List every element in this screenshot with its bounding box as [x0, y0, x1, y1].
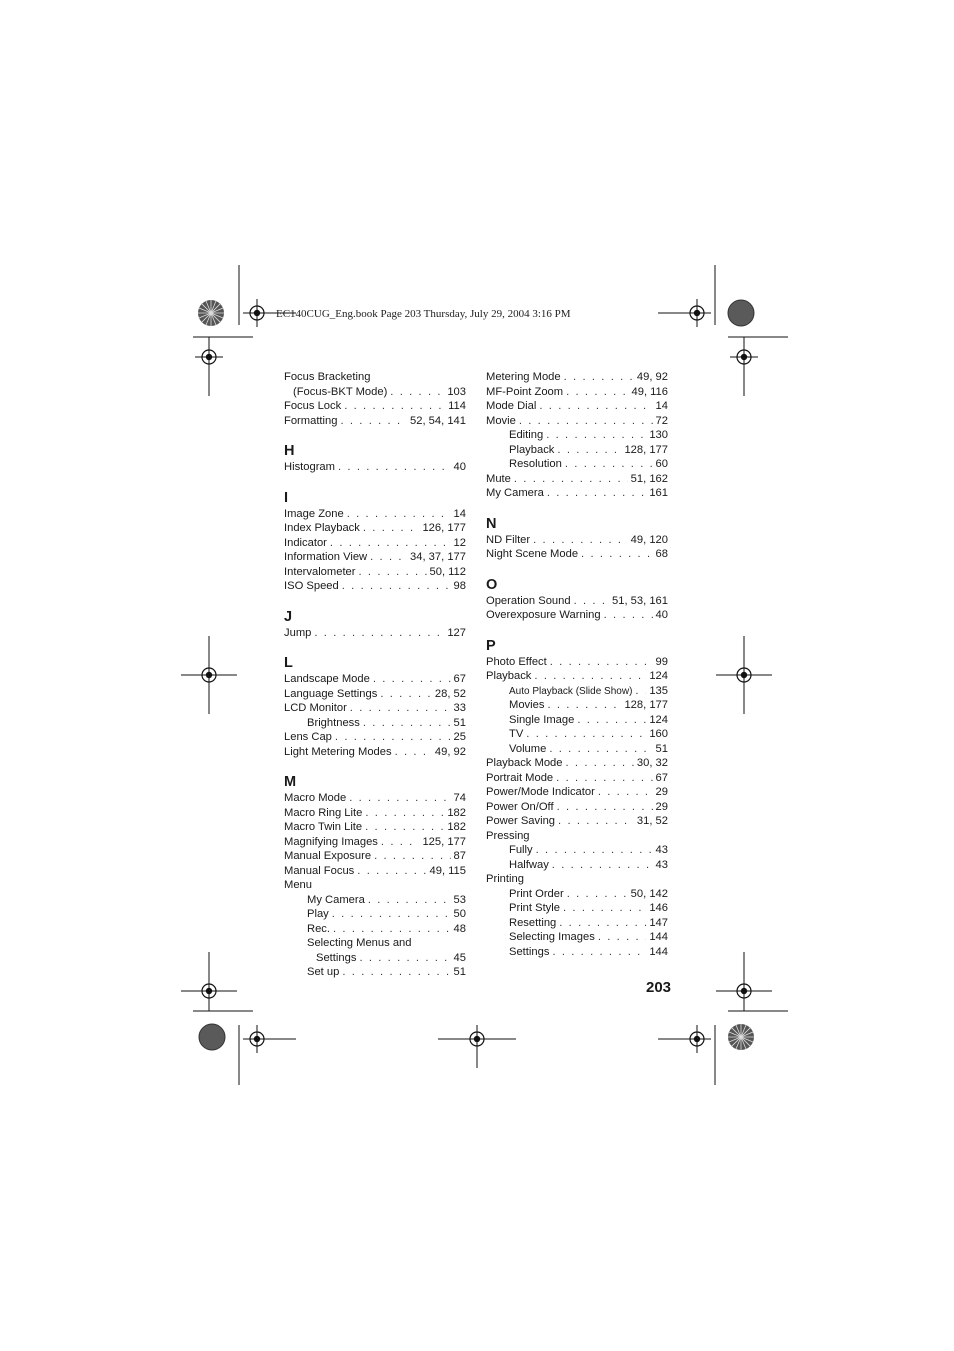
index-term: Playback	[486, 670, 532, 682]
index-page-refs: 49, 120	[630, 533, 668, 546]
dot-leader	[526, 727, 646, 742]
index-term: Manual Focus	[284, 864, 355, 877]
dot-leader	[564, 370, 634, 385]
dot-leader	[335, 730, 451, 745]
index-page-refs: 12	[453, 536, 466, 549]
dot-leader	[340, 414, 407, 429]
dot-leader	[566, 385, 628, 400]
index-page-refs: 51, 53, 161	[612, 594, 668, 607]
index-term: Histogram	[284, 461, 335, 473]
dot-leader	[557, 443, 621, 458]
index-term: Language Settings	[284, 687, 378, 700]
dot-leader	[314, 626, 444, 641]
index-page-refs: 51	[453, 966, 466, 978]
index-term: Playback Mode	[486, 757, 563, 769]
dot-leader	[395, 745, 432, 760]
index-entry	[486, 771, 668, 786]
dot-leader	[357, 864, 426, 879]
index-entry	[486, 655, 668, 670]
index-entry	[486, 814, 668, 829]
index-page-refs: 68	[655, 548, 668, 560]
index-entry	[284, 399, 466, 414]
dot-leader	[349, 791, 450, 806]
index-page-refs: 98	[453, 580, 466, 592]
index-entry	[486, 727, 668, 742]
index-page-refs: 29	[655, 800, 668, 813]
index-term: Movies	[509, 699, 545, 711]
index-term: Single Image	[509, 713, 575, 726]
index-entry	[486, 930, 668, 945]
index-term: Print Style	[509, 902, 560, 914]
index-term: Fully	[509, 844, 533, 856]
page-number: 203	[646, 979, 672, 996]
index-page-refs: 60	[655, 458, 668, 470]
dot-leader	[333, 922, 451, 937]
index-term: Brightness	[307, 716, 360, 729]
dot-leader	[563, 901, 646, 916]
index-entry	[486, 713, 668, 728]
index-entry	[486, 385, 668, 400]
index-page-refs: 87	[453, 850, 466, 862]
index-page-refs: 49, 92	[636, 371, 668, 383]
dot-leader	[550, 655, 653, 670]
index-page-refs: 144	[649, 945, 668, 958]
index-entry	[284, 701, 466, 716]
index-page-refs: 161	[649, 487, 668, 499]
dot-leader	[381, 835, 420, 850]
index-page-refs: 135	[649, 684, 668, 697]
index-page-refs: 103	[447, 385, 466, 398]
index-entry	[284, 687, 466, 702]
dot-leader	[519, 414, 653, 429]
dot-leader	[557, 800, 653, 815]
index-entry	[284, 385, 466, 400]
index-entry	[486, 428, 668, 443]
index-term: Formatting	[284, 414, 338, 427]
index-term: Volume	[509, 742, 547, 755]
index-page-refs: 43	[655, 858, 668, 871]
index-page-refs: 25	[453, 731, 466, 743]
index-entry	[486, 800, 668, 815]
index-term: Photo Effect	[486, 655, 547, 668]
index-entry	[284, 849, 466, 864]
dot-leader	[338, 460, 451, 475]
dot-leader	[598, 930, 647, 945]
index-entry	[486, 399, 668, 414]
index-entry	[486, 486, 668, 501]
index-term: Portrait Mode	[486, 771, 554, 784]
dot-leader	[598, 785, 653, 800]
dot-leader	[347, 507, 451, 522]
index-page-refs: 182	[447, 821, 466, 833]
index-page-refs: 99	[655, 655, 668, 668]
index-entry	[486, 756, 668, 771]
index-term: Settings	[316, 951, 357, 964]
index-entry	[486, 858, 668, 873]
dot-leader	[374, 849, 450, 864]
index-page-refs: 50, 142	[630, 887, 668, 900]
index-term: Play	[307, 908, 329, 920]
dot-leader	[363, 521, 420, 536]
index-term: Overexposure Warning	[486, 609, 601, 621]
index-page-refs: 29	[655, 786, 668, 798]
index-entry	[284, 460, 466, 475]
index-term: Mute	[486, 472, 511, 485]
index-entry	[486, 669, 668, 684]
index-term: Macro Ring Lite	[284, 806, 363, 819]
index-entry	[284, 672, 466, 687]
dot-leader	[556, 771, 652, 786]
index-entry	[486, 684, 668, 699]
dot-leader	[534, 669, 646, 684]
index-page-refs: 33	[453, 702, 466, 714]
index-term: Focus Bracketing	[284, 371, 371, 383]
index-page-refs: 48	[453, 922, 466, 935]
index-entry	[284, 730, 466, 745]
index-term: Power/Mode Indicator	[486, 786, 595, 798]
dot-leader	[350, 701, 451, 716]
index-page-refs: 128, 177	[624, 443, 668, 456]
index-page-refs: 49, 92	[434, 745, 466, 758]
index-term: Indicator	[284, 536, 327, 549]
index-entry	[486, 457, 668, 472]
index-page-refs: 53	[453, 893, 466, 906]
index-entry	[284, 936, 466, 951]
dot-leader	[559, 916, 646, 931]
index-term: Intervalometer	[284, 565, 356, 578]
index-section-letter: I	[284, 489, 289, 506]
index-term: Settings	[509, 945, 550, 958]
index-entry	[486, 594, 668, 609]
index-entry	[486, 608, 668, 623]
index-entry	[284, 893, 466, 908]
dot-leader	[635, 684, 646, 699]
index-page-refs: 34, 37, 177	[410, 551, 466, 563]
index-entry	[486, 698, 668, 713]
dot-leader	[604, 608, 653, 623]
index-page-refs: 128, 177	[624, 699, 668, 711]
index-page-refs: 30, 32	[636, 757, 668, 769]
index-entry	[284, 521, 466, 536]
index-page-refs: 14	[655, 400, 668, 412]
index-page-refs: 127	[447, 626, 466, 639]
index-entry	[284, 820, 466, 835]
index-page-refs: 50	[453, 908, 466, 920]
index-entry	[284, 370, 466, 385]
dot-leader	[567, 887, 628, 902]
index-page-refs: 31, 52	[636, 815, 668, 827]
index-term: MF-Point Zoom	[486, 385, 564, 398]
dot-leader	[547, 698, 621, 713]
index-term: ND Filter	[486, 533, 531, 546]
index-term: Printing	[486, 873, 524, 885]
dot-leader	[581, 547, 653, 562]
dot-leader	[574, 594, 609, 609]
dot-leader	[536, 843, 653, 858]
index-page-refs: 52, 54, 141	[410, 414, 466, 427]
index-entry	[486, 945, 668, 960]
index-page-refs: 49, 116	[631, 385, 668, 398]
index-term: Macro Mode	[284, 792, 347, 804]
index-term: Rec.	[307, 922, 331, 935]
dot-leader	[380, 687, 432, 702]
index-term: Information View	[284, 551, 368, 563]
index-term: My Camera	[307, 893, 365, 906]
dot-leader	[549, 742, 652, 757]
index-entry	[486, 872, 668, 887]
index-term: Power Saving	[486, 815, 556, 827]
index-term: Lens Cap	[284, 731, 332, 743]
index-term: Power On/Off	[486, 800, 554, 813]
index-entry	[284, 878, 466, 893]
index-entry	[486, 742, 668, 757]
index-entry	[284, 791, 466, 806]
index-entry	[486, 785, 668, 800]
index-entry	[486, 916, 668, 931]
index-term: Resetting	[509, 916, 557, 929]
dot-leader	[558, 814, 634, 829]
dot-leader	[533, 533, 628, 548]
index-entry	[486, 472, 668, 487]
index-section-letter: O	[486, 576, 498, 593]
index-page-refs: 51	[655, 742, 668, 755]
index-entry	[486, 547, 668, 562]
index-term: Macro Twin Lite	[284, 821, 363, 833]
index-entry	[284, 922, 466, 937]
dot-leader	[330, 536, 451, 551]
dot-leader	[547, 486, 647, 501]
dot-leader	[390, 385, 444, 400]
index-entry	[284, 864, 466, 879]
index-section-letter: P	[486, 637, 496, 654]
index-term: Manual Exposure	[284, 850, 372, 862]
index-term: Image Zone	[284, 507, 344, 520]
dot-leader	[565, 457, 653, 472]
index-term: Focus Lock	[284, 400, 342, 412]
index-entry	[284, 806, 466, 821]
index-entry	[284, 835, 466, 850]
index-term: Magnifying Images	[284, 835, 378, 848]
index-page-refs: 130	[649, 429, 668, 441]
dot-leader	[332, 907, 451, 922]
index-page-refs: 45	[453, 951, 466, 964]
dot-leader	[359, 951, 450, 966]
index-term: Landscape Mode	[284, 673, 370, 685]
index-entry	[284, 507, 466, 522]
index-term: ISO Speed	[284, 580, 339, 592]
index-term: Night Scene Mode	[486, 548, 579, 560]
index-entry	[486, 887, 668, 902]
index-page-refs: 126, 177	[422, 522, 466, 534]
index-page-refs: 40	[655, 609, 668, 621]
index-section-letter: N	[486, 515, 497, 532]
index-page-refs: 182	[447, 806, 466, 819]
index-page-refs: 160	[649, 728, 668, 740]
book-header: EC140CUG_Eng.book Page 203 Thursday, July 29, 2004 3:16 PM	[276, 308, 571, 320]
index-page-refs: 72	[655, 414, 668, 427]
index-entry	[284, 550, 466, 565]
index-entry	[486, 443, 668, 458]
index-term: Movie	[486, 414, 516, 427]
dot-leader	[344, 399, 445, 414]
index-page-refs: 67	[655, 771, 668, 784]
index-entry	[284, 626, 466, 641]
index-term: Jump	[284, 626, 312, 639]
index-term: Metering Mode	[486, 371, 561, 383]
index-page-refs: 146	[649, 902, 668, 914]
index-entry	[486, 533, 668, 548]
index-entry	[284, 536, 466, 551]
index-term: LCD Monitor	[284, 702, 347, 714]
index-entry	[486, 843, 668, 858]
dot-leader	[359, 565, 427, 580]
index-term: Mode Dial	[486, 400, 537, 412]
index-term: Set up	[307, 966, 340, 978]
index-term: My Camera	[486, 487, 544, 499]
index-page-refs: 43	[655, 844, 668, 856]
index-term: Resolution	[509, 458, 562, 470]
index-entry	[284, 907, 466, 922]
dot-leader	[368, 893, 451, 908]
dot-leader	[552, 945, 646, 960]
index-page-refs: 14	[453, 507, 466, 520]
index-column-left	[284, 370, 466, 980]
dot-leader	[552, 858, 653, 873]
index-entry	[284, 951, 466, 966]
dot-leader	[514, 472, 628, 487]
index-term: Auto Playback (Slide Show)	[509, 685, 633, 697]
index-entry	[486, 829, 668, 844]
dot-leader	[342, 579, 451, 594]
index-term: Selecting Images	[509, 931, 595, 943]
index-entry	[284, 579, 466, 594]
index-section-letter: J	[284, 608, 293, 625]
index-entry	[486, 414, 668, 429]
index-page-refs: 67	[453, 673, 466, 685]
index-term: Light Metering Modes	[284, 745, 392, 758]
index-term: Menu	[284, 879, 312, 891]
index-page-refs: 40	[453, 461, 466, 473]
index-page-refs: 114	[448, 400, 466, 412]
index-page-refs: 28, 52	[434, 687, 466, 700]
index-page-refs: 74	[453, 792, 466, 804]
index-page-refs: 51	[453, 716, 466, 729]
dot-leader	[365, 820, 444, 835]
index-entry	[284, 965, 466, 980]
index-entry	[284, 565, 466, 580]
dot-leader	[577, 713, 646, 728]
index-term: Playback	[509, 443, 555, 456]
index-section-letter: L	[284, 655, 293, 671]
dot-leader	[370, 550, 407, 565]
index-page-refs: 124	[649, 713, 668, 726]
index-page-refs: 144	[649, 931, 668, 943]
dot-leader	[566, 756, 634, 771]
index-page-refs: 147	[649, 916, 668, 929]
index-term: (Focus-BKT Mode)	[293, 385, 388, 398]
dot-leader	[539, 399, 652, 414]
index-page-refs: 125, 177	[422, 835, 466, 848]
index-page-refs: 51, 162	[630, 472, 668, 485]
index-entry	[486, 901, 668, 916]
index-term: TV	[509, 728, 524, 740]
index-page-refs: 124	[649, 670, 668, 682]
index-entry	[284, 414, 466, 429]
index-entry	[284, 745, 466, 760]
index-column-right	[486, 370, 668, 959]
index-entry	[486, 370, 668, 385]
index-term: Selecting Menus and	[307, 937, 412, 949]
index-term: Editing	[509, 429, 544, 441]
index-term: Halfway	[509, 858, 549, 871]
index-term: Index Playback	[284, 522, 360, 534]
dot-leader	[546, 428, 646, 443]
index-term: Pressing	[486, 829, 530, 842]
index-entry	[284, 716, 466, 731]
index-term: Operation Sound	[486, 594, 571, 607]
index-term: Print Order	[509, 887, 564, 900]
dot-leader	[363, 716, 451, 731]
dot-leader	[342, 965, 450, 980]
index-page-refs: 50, 112	[429, 565, 466, 578]
dot-leader	[373, 672, 451, 687]
index-section-letter: M	[284, 774, 297, 790]
dot-leader	[365, 806, 444, 821]
index-page-refs: 49, 115	[429, 864, 466, 877]
index-section-letter: H	[284, 443, 295, 459]
